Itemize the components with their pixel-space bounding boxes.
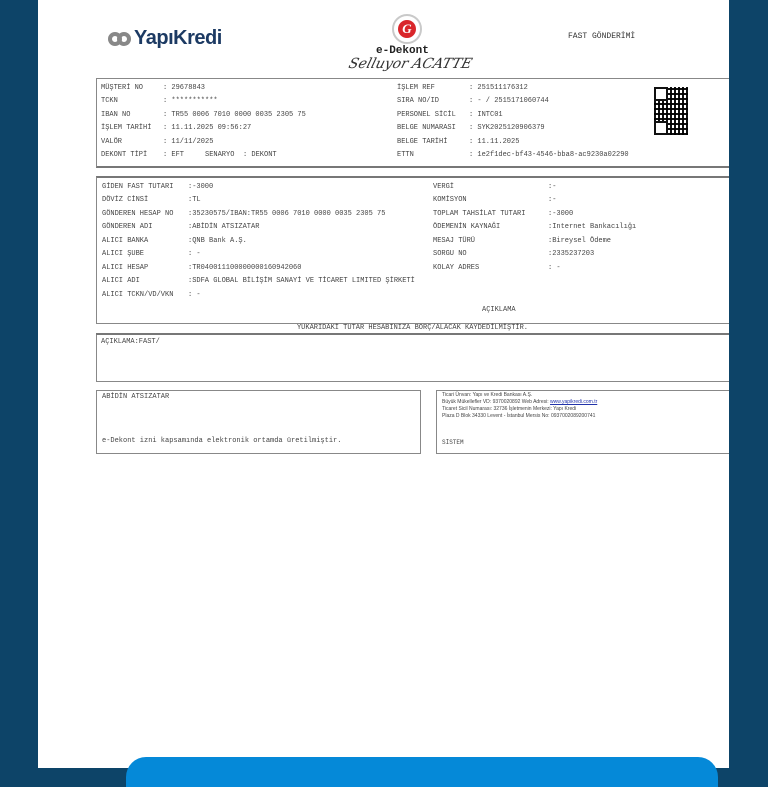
detail-row: GİDEN FAST TUTARI :-3000 <box>102 183 214 191</box>
detail-row: ALICI HESAP :TR040011100000000160942060 <box>102 264 302 272</box>
doc-title: e-Dekont <box>376 45 429 57</box>
detail-row: ALICI TCKN/VD/VKN : - <box>102 291 201 299</box>
detail-row: ALICI ADI :SDFA GLOBAL BİLİŞİM SANAYİ VE TİCARET LIMITED ŞİRKETİ <box>102 277 415 285</box>
detail-row: MESAJ TÜRÜ :Bireysel Ödeme <box>433 237 612 245</box>
detail-row: ALICI BANKA :QNB Bank A.Ş. <box>102 237 247 245</box>
detail-row: TOPLAM TAHSİLAT TUTARI :-3000 <box>433 210 574 218</box>
customer-name: ABİDİN ATSIZATAR <box>102 393 170 401</box>
detail-row: GÖNDEREN ADI :ABİDİN ATSIZATAR <box>102 223 260 231</box>
system-label: SİSTEM <box>442 439 464 446</box>
info-row: BELGE NUMARASI : SYK2025120906379 <box>397 124 545 132</box>
website-link[interactable]: www.yapikredi.com.tr <box>550 399 598 405</box>
bank-emblem-icon: G <box>392 14 422 44</box>
info-row: DEKONT TİPİ : EFT SENARYO : DEKONT <box>101 151 277 159</box>
aciklama-text: AÇIKLAMA:FAST/ <box>101 338 160 346</box>
detail-row: KOMİSYON :- <box>433 196 557 204</box>
brand-name: YapıKredi <box>134 27 222 49</box>
electronic-note: e-Dekont izni kapsamında elektronik ortamda üretilmiştir. <box>102 437 342 445</box>
info-row: SIRA NO/ID : - / 2515171060744 <box>397 97 549 105</box>
detail-row: ÖDEMENİN KAYNAĞI :Internet Bankacılığı <box>433 223 637 231</box>
detail-row: GÖNDEREN HESAP NO :35230575/IBAN:TR55 0006 7010 0000 0035 2305 75 <box>102 210 386 218</box>
info-row: İŞLEM REF : 251511176312 <box>397 84 528 92</box>
info-row: PERSONEL SİCİL : INTC01 <box>397 111 503 119</box>
detail-row: ALICI ŞUBE : - <box>102 250 201 258</box>
info-row: TCKN : *********** <box>101 97 218 105</box>
info-row: İŞLEM TARİHİ : 11.11.2025 09:56:27 <box>101 124 252 132</box>
bank-legal-info: Ticari Ünvan: Yapı ve Kredi Bankası A.Ş. Büyük Mükellefler VD: 9370020892 Web Adresi: www.yapikredi.com.tr Ticaret Sicil Numarası: 32736 İşletmenin Merkezi: Yapı Kredi Plaza D Blok 34330 Levent - İstanbul Mersis No: 0937002089200741 <box>442 392 598 419</box>
detail-row: KOLAY ADRES : - <box>433 264 561 272</box>
info-row: VALÖR : 11/11/2025 <box>101 138 214 146</box>
qr-code-icon <box>654 87 688 135</box>
info-row: MÜŞTERİ NO : 29678843 <box>101 84 206 92</box>
notice-text: YUKARIDAKİ TUTAR HESABINIZA BORÇ/ALACAK KAYDEDİLMİŞTİR. <box>96 324 729 335</box>
info-row: IBAN NO : TR55 0006 7010 0000 0035 2305 75 <box>101 111 306 119</box>
bottom-action-button[interactable] <box>126 757 718 787</box>
info-row: ETTN : 1e2f1dec-bf43-4546-bba8-ac9230a02290 <box>397 151 629 159</box>
yapikredi-logo <box>108 27 222 50</box>
detail-row: SORGU NO :2335237203 <box>433 250 595 258</box>
signature: Selluyor ACATTE <box>346 56 474 72</box>
transaction-type: FAST GÖNDERİMİ <box>568 32 636 41</box>
detail-row: VERGİ :- <box>433 183 557 191</box>
logo-icon <box>108 32 126 46</box>
aciklama-heading: AÇIKLAMA <box>482 306 516 314</box>
info-row: BELGE TARİHİ : 11.11.2025 <box>397 138 520 146</box>
document-page <box>38 0 729 768</box>
aciklama-box <box>96 335 729 382</box>
detail-row: DÖVİZ CİNSİ :TL <box>102 196 201 204</box>
